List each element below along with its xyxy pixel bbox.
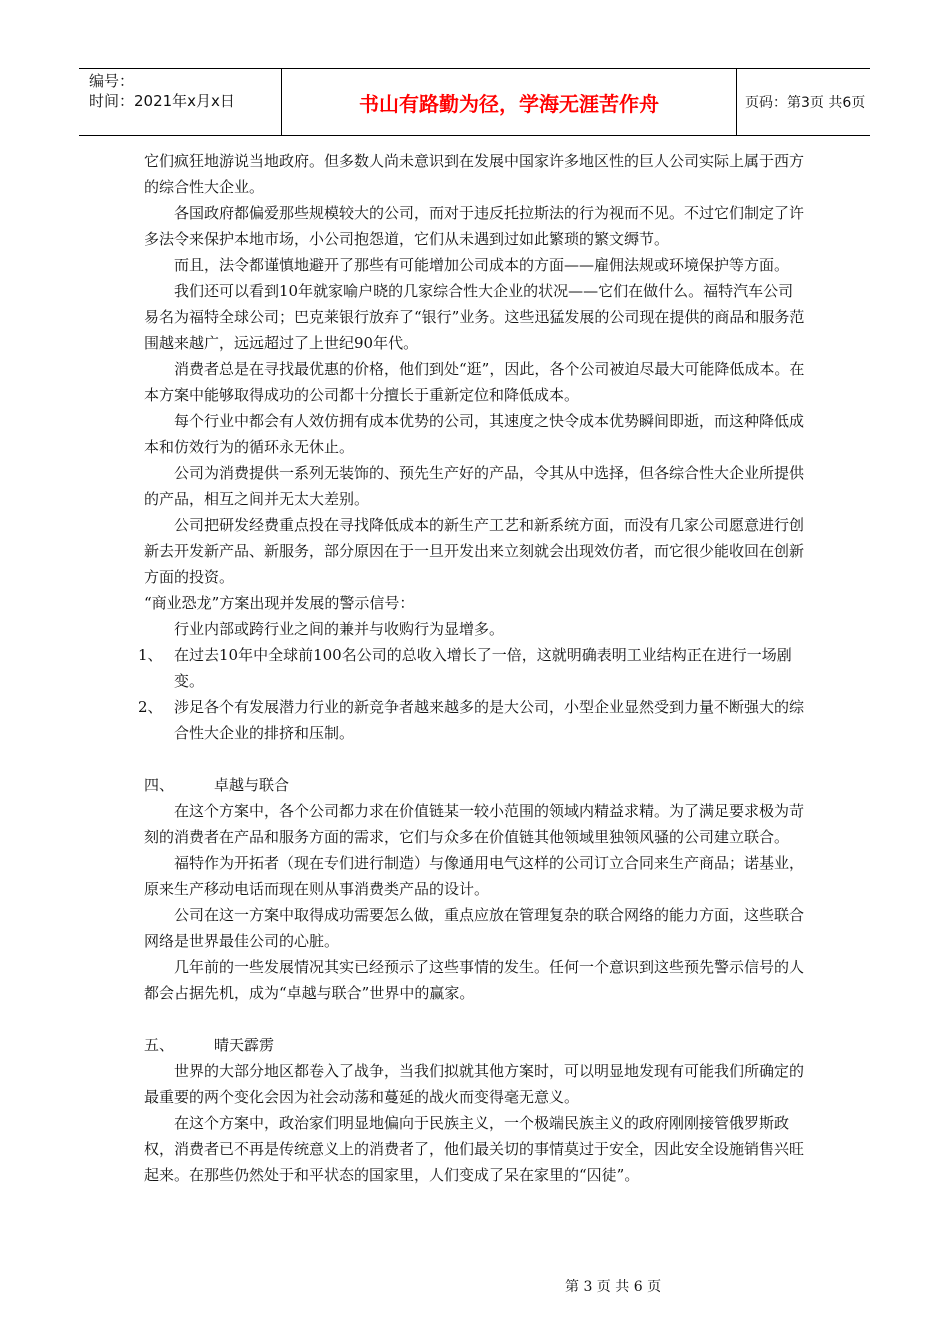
paragraph: 公司在这一方案中取得成功需要怎么做，重点应放在管理复杂的联合网络的能力方面，这些联合网络是世界最佳公司的心脏。 [144, 906, 805, 950]
paragraph: 几年前的一些发展情况其实已经预示了这些事情的发生。任何一个意识到这些预先警示信号的人都会占据先机，成为“卓越与联合”世界中的赢家。 [144, 958, 805, 1002]
paragraph: 公司为消费提供一系列无装饰的、预先生产好的产品，令其从中选择，但各综合性大企业所提供的产品，相互之间并无太大差别。 [144, 464, 805, 508]
header-meta [79, 69, 282, 135]
section-number: 五、 [144, 1036, 175, 1054]
section-heading-4 [144, 772, 806, 798]
paragraph: 每个行业中都会有人效仿拥有成本优势的公司，其速度之快令成本优势瞬间即逝，而这种降低成本和仿效行为的循环永无休止。 [144, 412, 805, 456]
paragraph: “商业恐龙”方案出现并发展的警示信号： [144, 594, 415, 612]
header-motto: 书山有路勤为径，学海无涯苦作舟 [282, 69, 737, 135]
section-title: 卓越与联合 [214, 776, 290, 794]
list-text: 涉足各个有发展潜力行业的新竞争者越来越多的是大公司，小型企业显然受到力量不断强大的综合性大企业的排挤和压制。 [174, 698, 805, 742]
paragraph: 福特作为开拓者（现在专们进行制造）与像通用电气这样的公司订立合同来生产商品；诺基业，原来生产移动电话而现在则从事消费类产品的设计。 [144, 854, 805, 898]
section-heading-5 [144, 1032, 806, 1058]
list-text: 在过去10年中全球前100名公司的总收入增长了一倍，这就明确表明工业结构正在进行一场剧变。 [174, 646, 792, 690]
header-page-info: 页码：第3页 共6页 [745, 95, 866, 111]
paragraph: 它们疯狂地游说当地政府。但多数人尚未意识到在发展中国家许多地区性的巨人公司实际上属于西方的综合性大企业。 [144, 152, 805, 196]
document-date: 时间：2021年x月x日 [89, 92, 235, 110]
paragraph: 而且，法令都谨慎地避开了那些有可能增加公司成本的方面——雇佣法规或环境保护等方面。 [174, 256, 790, 274]
paragraph: 我们还可以看到10年就家喻户晓的几家综合性大企业的状况——它们在做什么。福特汽车公司易名为福特全球公司；巴克莱银行放弃了“银行”业务。这些迅猛发展的公司现在提供的商品和服务范围越来越广，远远超过了上世纪90年代。 [144, 282, 805, 352]
paragraph: 在这个方案中，各个公司都力求在价值链某一较小范围的领域内精益求精。为了满足要求极为苛刻的消费者在产品和服务方面的需求，它们与众多在价值链其他领域里独领风骚的公司建立联合。 [144, 802, 805, 846]
document-number-label: 编号： [89, 72, 135, 90]
section-title: 晴天霹雳 [214, 1036, 275, 1054]
paragraph: 世界的大部分地区都卷入了战争，当我们拟就其他方案时，可以明显地发现有可能我们所确定的最重要的两个变化会因为社会动荡和蔓延的战火而变得毫无意义。 [144, 1062, 805, 1106]
list-number: 1、 [138, 646, 163, 664]
document-body [138, 148, 806, 1188]
paragraph: 消费者总是在寻找最优惠的价格，他们到处“逛”，因此，各个公司被迫尽最大可能降低成本。在本方案中能够取得成功的公司都十分擅长于重新定位和降低成本。 [144, 360, 805, 404]
paragraph: 各国政府都偏爱那些规模较大的公司，而对于违反托拉斯法的行为视而不见。不过它们制定了许多法令来保护本地市场，小公司抱怨道，它们从未遇到过如此繁琐的繁文缛节。 [144, 204, 805, 248]
list-item [138, 642, 806, 694]
paragraph: 公司把研发经费重点投在寻找降低成本的新生产工艺和新系统方面，而没有几家公司愿意进行创新去开发新产品、新服务，部分原因在于一旦开发出来立刻就会出现效仿者，而它很少能收回在创新方面的投资。 [144, 516, 805, 586]
section-number: 四、 [144, 776, 175, 794]
list-item [138, 694, 806, 746]
list-number: 2、 [138, 698, 163, 716]
spacer [144, 1006, 806, 1032]
paragraph: 在这个方案中，政治家们明显地偏向于民族主义，一个极端民族主义的政府刚刚接管俄罗斯政权，消费者已不再是传统意义上的消费者了，他们最关切的事情莫过于安全，因此安全设施销售兴旺起来。在那些仍然处于和平状态的国家里，人们变成了呆在家里的“囚徒”。 [144, 1114, 805, 1184]
paragraph: 行业内部或跨行业之间的兼并与收购行为显增多。 [174, 620, 505, 638]
page-header [79, 68, 870, 136]
spacer [144, 746, 806, 772]
page-footer: 第 3 页 共 6 页 [565, 1279, 662, 1295]
